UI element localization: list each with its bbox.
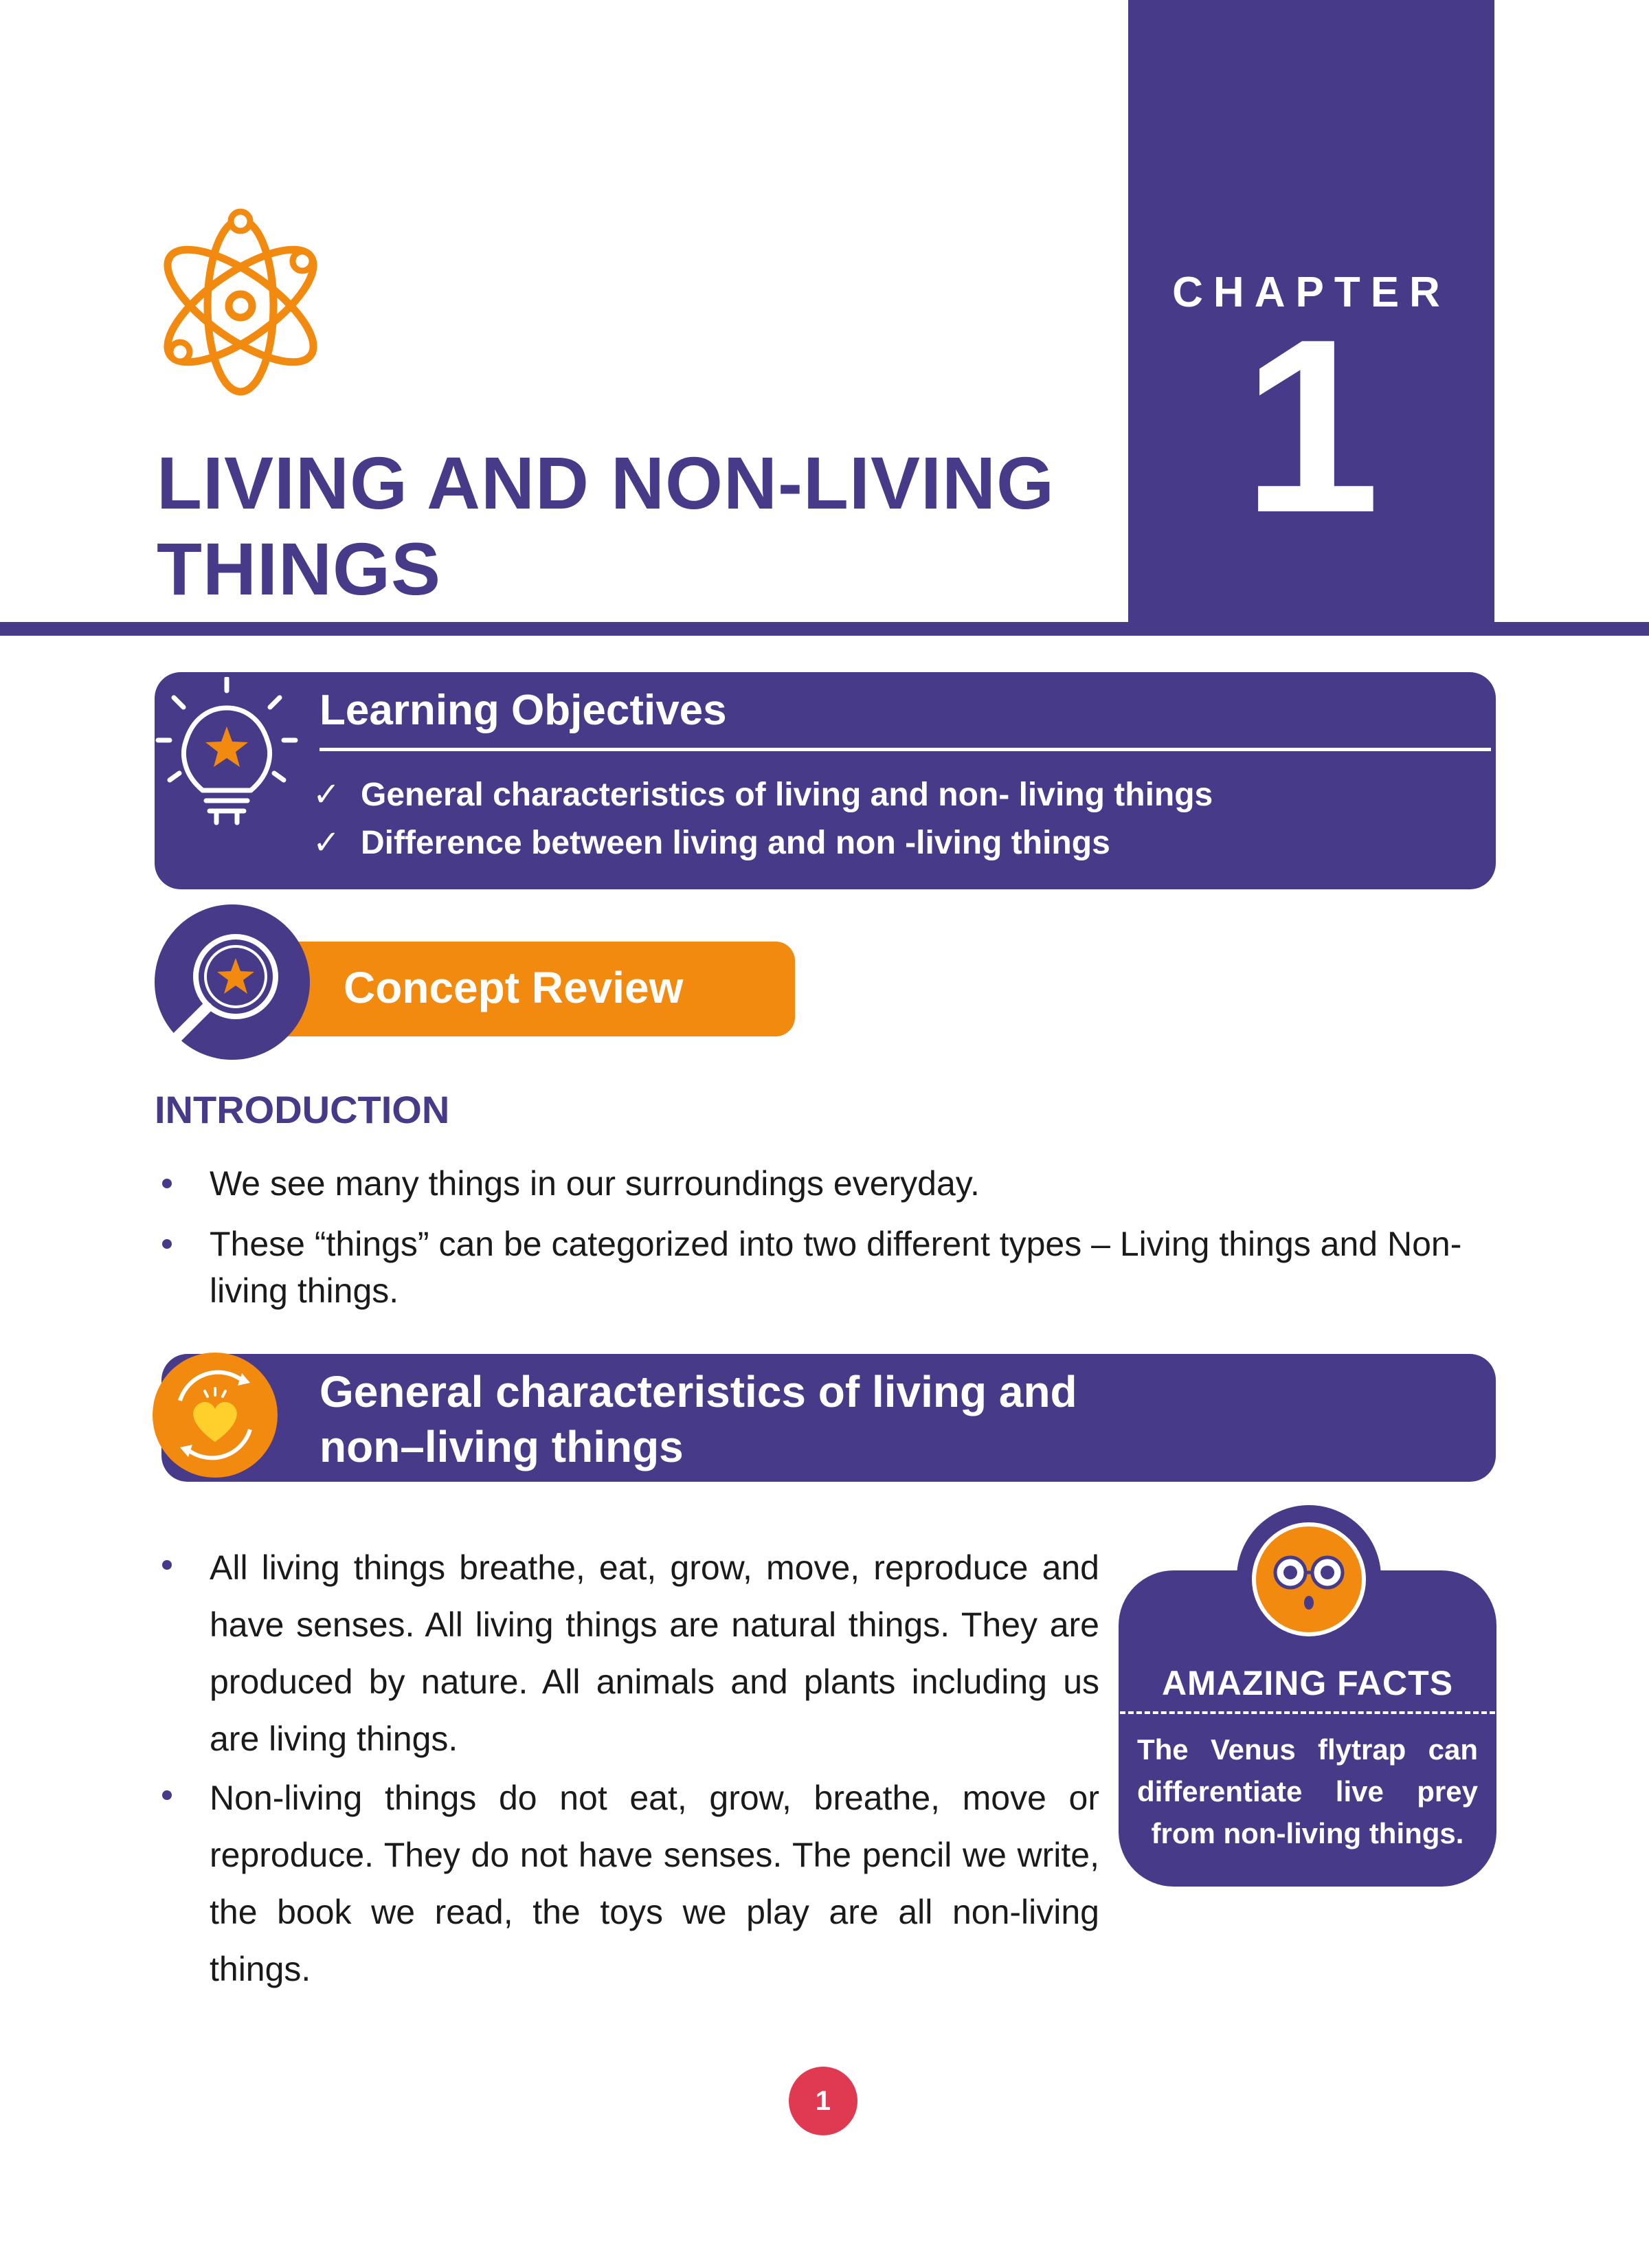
characteristics-bullet: Non-living things do not eat, grow, breathe, move or reproduce. They do not have senses. The pencil we write, the book we read, the toys we play are all non-living things. [210, 1779, 1099, 1988]
amazing-facts-text: The Venus flytrap can differentiate live prey from non-living things. [1137, 1733, 1478, 1849]
magnifier-star-icon [155, 904, 310, 1060]
chapter-label: CHAPTER [1172, 269, 1450, 316]
bullet-dot [162, 1239, 172, 1249]
general-characteristics-heading: General characteristics of living and non–living things [319, 1367, 1077, 1471]
learning-objectives-heading: Learning Objectives [319, 687, 727, 734]
chapter-number: 1 [1242, 288, 1380, 564]
chapter-block [1128, 0, 1494, 623]
bullet-dot [162, 1790, 172, 1800]
heart-cycle-icon [153, 1353, 278, 1478]
objective-item [313, 823, 1110, 862]
page-number: 1 [789, 2067, 857, 2135]
header-rule [0, 622, 1649, 636]
objective-text: General characteristics of living and non- living things [361, 777, 1213, 813]
characteristics-bullet: All living things breathe, eat, grow, move, reproduce and have senses. All living things are natural things. They are produced by nature. All animals and plants including us are living things. [210, 1548, 1099, 1758]
lightbulb-star-icon [155, 677, 299, 828]
concept-review-label: Concept Review [344, 963, 684, 1012]
intro-bullet: We see many things in our surroundings everyday. [210, 1164, 980, 1203]
bullet-dot [162, 1560, 172, 1570]
owl-face-icon [1237, 1505, 1381, 1649]
intro-bullet: These “things” can be categorized into two different types – Living things and Non-living things. [210, 1225, 1462, 1310]
bullet-dot [162, 1179, 172, 1188]
introduction-heading: INTRODUCTION [155, 1088, 450, 1131]
objective-text: Difference between living and non -living things [361, 825, 1110, 861]
page-title: LIVING AND NON-LIVING THINGS [157, 441, 1055, 611]
check-icon: ✓ [313, 825, 341, 861]
atom-icon [144, 206, 337, 405]
learning-objectives-underline [319, 748, 1491, 751]
amazing-facts-divider [1120, 1711, 1495, 1714]
amazing-facts-title: AMAZING FACTS [1161, 1664, 1454, 1702]
objective-item [313, 775, 1213, 814]
check-icon: ✓ [313, 777, 341, 813]
